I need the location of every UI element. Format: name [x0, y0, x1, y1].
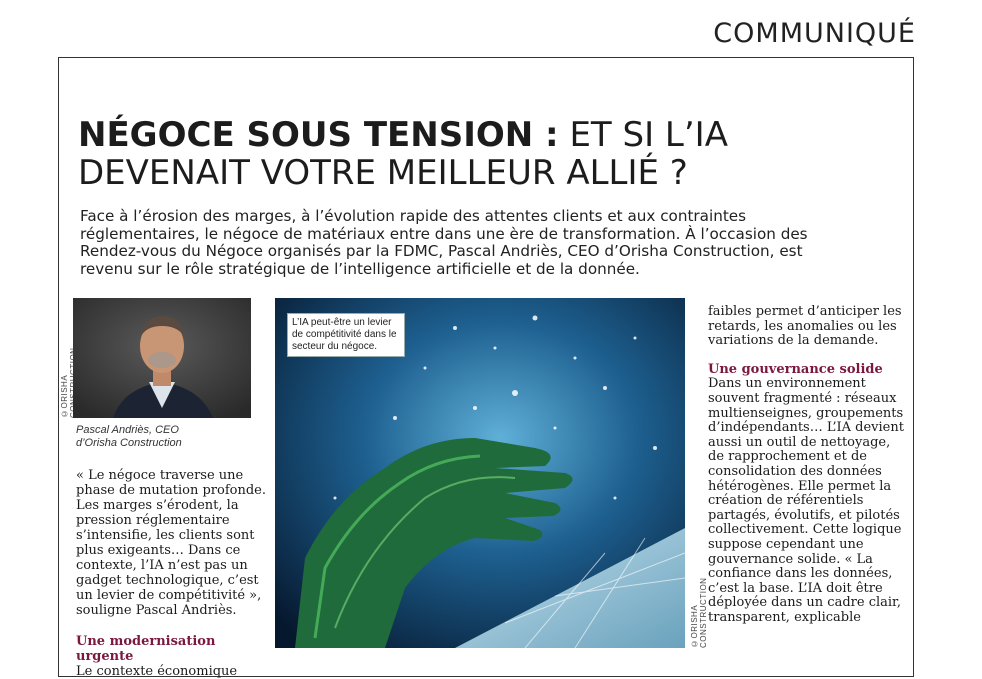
portrait-illustration	[73, 298, 251, 418]
lede-paragraph: Face à l’érosion des marges, à l’évolution rapide des attentes clients et aux contraintes réglementaires, le négoce de matériaux entre dans une ère de transformation. À l’occasion des Rendez-vous du Négoce organisés par la FDMC, Pascal Andriès, CEO d’Orisha Construction, est revenu sur le rôle stratégique de l’intelligence artificielle et de la donnée.	[80, 207, 808, 278]
col1-subhead: Une modernisation urgente	[76, 634, 216, 664]
col3-intro: faibles permet d’anticiper les retards, les anomalies ou les variations de la demande.	[708, 304, 902, 349]
portrait-caption-line1: Pascal Andriès, CEO	[76, 424, 179, 436]
main-photo-caption: L’IA peut-être un levier de compétitivité dans le secteur du négoce.	[287, 313, 405, 357]
headline-rest: ET SI L’IA	[558, 115, 728, 155]
col3-body: Dans un environnement souvent fragmenté : réseaux multienseignes, groupements d’indépendants… L’IA devient aussi un outil de nettoyage, de rapprochement et de consolidation des données hétérogènes. Elle permet la création de référentiels partagés, évolutifs, et pilotés collectivement. Cette logique suppose cependant une gouvernance solide. « La confiance dans les données, c’est la base. L’IA doit être déployée dans un cadre clair, transparent, explicable	[708, 376, 904, 625]
column-right	[708, 305, 908, 625]
col1-quote: « Le négoce traverse une phase de mutation profonde. Les marges s’érodent, la pression réglementaire s’intensifie, les clients sont plus exigeants… Dans ce contexte, l’IA n’est pas un gadget technologique, c’est un levier de compétitivité », souligne Pascal Andriès.	[76, 468, 266, 618]
column-left	[76, 468, 266, 679]
portrait-photo	[73, 298, 251, 418]
portrait-caption	[76, 424, 256, 450]
portrait-caption-line2: d’Orisha Construction	[76, 437, 182, 449]
section-label: COMMUNIQUÉ	[713, 18, 916, 49]
col3-subhead: Une gouvernance solide	[708, 361, 883, 377]
headline-bold: NÉGOCE SOUS TENSION :	[78, 115, 559, 155]
headline-line2: DEVENAIT VOTRE MEILLEUR ALLIÉ ?	[78, 153, 688, 193]
headline	[78, 116, 898, 192]
portrait-credit: ©ORISHA	[60, 375, 69, 418]
col1-after: Le contexte économique	[76, 664, 238, 679]
main-photo-credit: ©ORISHA CONSTRUCTION	[690, 577, 708, 648]
